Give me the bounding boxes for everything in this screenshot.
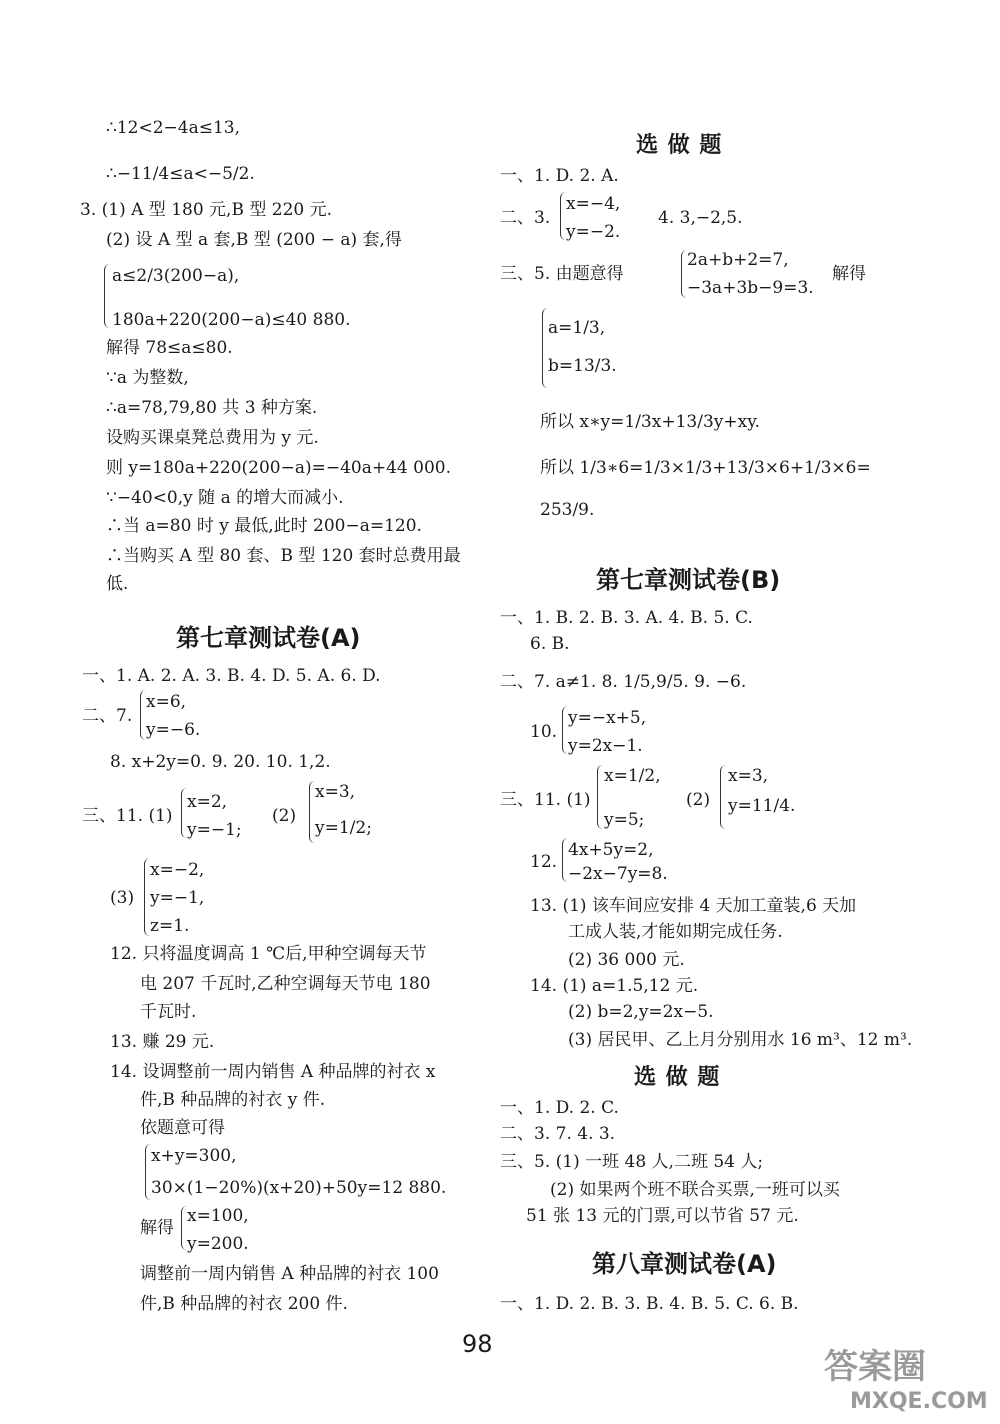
answer-line: y=−1; xyxy=(187,820,242,840)
answer-line: −3a+3b−9=3. xyxy=(687,278,814,298)
answer-line: 件,B 种品牌的衬衣 y 件. xyxy=(140,1090,326,1110)
answer-line: y=11/4. xyxy=(728,796,796,816)
answer-line: 千瓦时. xyxy=(140,1002,197,1022)
answer-line: 12. xyxy=(530,852,558,872)
answer-line: 一、1. D. 2. C. xyxy=(500,1098,619,1118)
answer-line: 电 207 千瓦时,乙种空调每天节电 180 xyxy=(140,974,431,994)
system-brace xyxy=(562,838,569,882)
answer-line: x=−2, xyxy=(150,860,205,880)
answer-line: 则 y=180a+220(200−a)=−40a+44 000. xyxy=(106,458,452,478)
answer-line: 一、1. A. 2. A. 3. B. 4. D. 5. A. 6. D. xyxy=(82,666,381,686)
system-brace xyxy=(681,250,688,298)
system-brace xyxy=(140,690,147,740)
answer-line: 件,B 种品牌的衬衣 200 件. xyxy=(140,1294,348,1314)
watermark-logo xyxy=(820,1338,992,1414)
answer-line: y=200. xyxy=(187,1234,249,1254)
answer-line: 工成人装,才能如期完成任务. xyxy=(568,922,783,942)
system-brace xyxy=(560,192,567,240)
answer-line: 一、1. B. 2. B. 3. A. 4. B. 5. C. xyxy=(500,608,753,628)
answer-line: ∴12<2−4a≤13, xyxy=(106,118,240,138)
system-brace xyxy=(145,1144,152,1200)
answer-line: ∴−11/4≤a<−5/2. xyxy=(106,164,255,184)
answer-line: x=2, xyxy=(187,792,228,812)
answer-line: (2) b=2,y=2x−5. xyxy=(568,1002,714,1022)
answer-line: 低. xyxy=(106,574,129,594)
answer-line: b=13/3. xyxy=(548,356,617,376)
answer-line: 一、1. D. 2. A. xyxy=(500,166,619,186)
answer-line: y=−2. xyxy=(566,222,621,242)
answer-line: y=−x+5, xyxy=(568,708,647,728)
answer-line: 12. 只将温度调高 1 ℃后,甲种空调每天节 xyxy=(110,944,427,964)
answer-line: 三、11. (1) xyxy=(500,790,591,810)
answer-line: 13. 赚 29 元. xyxy=(110,1032,215,1052)
answer-line: 所以 x∗y=1/3x+13/3y+xy. xyxy=(540,412,760,432)
system-brace xyxy=(562,706,569,754)
answer-line: ∴当 a=80 时 y 最低,此时 200−a=120. xyxy=(106,516,422,536)
answer-line: y=2x−1. xyxy=(568,736,643,756)
answer-line: 解得 78≤a≤80. xyxy=(106,338,233,358)
answer-line: z=1. xyxy=(150,916,190,936)
section-heading: 第七章测试卷(A) xyxy=(176,624,361,652)
system-brace xyxy=(597,765,604,829)
watermark-url: MXQE.COM xyxy=(850,1389,988,1414)
answer-line: 依题意可得 xyxy=(140,1118,225,1138)
answer-line: 51 张 13 元的门票,可以节省 57 元. xyxy=(526,1206,799,1226)
system-brace xyxy=(181,788,188,838)
answer-line: ∴当购买 A 型 80 套、B 型 120 套时总费用最 xyxy=(106,546,461,566)
answer-line: 4. 3,−2,5. xyxy=(658,208,743,228)
answer-line: 6. B. xyxy=(530,634,570,654)
system-brace xyxy=(720,765,727,829)
answer-line: 2a+b+2=7, xyxy=(687,250,789,270)
answer-line: x=6, xyxy=(146,692,187,712)
answer-line: y=1/2; xyxy=(315,818,372,838)
answer-line: y=−1, xyxy=(150,888,205,908)
section-heading: 选 做 题 xyxy=(636,132,723,158)
answer-line: 解得 xyxy=(832,264,866,284)
answer-line: ∵a 为整数, xyxy=(106,368,189,388)
answer-line: 二、3. xyxy=(500,208,551,228)
answer-line: (2) 设 A 型 a 套,B 型 (200 − a) 套,得 xyxy=(106,230,402,250)
answer-line: (2) xyxy=(272,806,297,826)
answer-line: (2) 36 000 元. xyxy=(568,950,685,970)
answer-line: x=−4, xyxy=(566,194,621,214)
system-brace xyxy=(104,264,111,328)
answer-line: 4x+5y=2, xyxy=(568,840,654,860)
answer-line: x+y=300, xyxy=(151,1146,237,1166)
answer-line: x=1/2, xyxy=(604,766,661,786)
answer-line: −2x−7y=8. xyxy=(568,864,668,884)
answer-line: 三、11. (1) xyxy=(82,806,173,826)
answer-line: 14. 设调整前一周内销售 A 种品牌的衬衣 x xyxy=(110,1062,436,1082)
answer-line: 253/9. xyxy=(540,500,595,520)
answer-line: 一、1. D. 2. B. 3. B. 4. B. 5. C. 6. B. xyxy=(500,1294,799,1314)
answer-line: (2) 如果两个班不联合买票,一班可以买 xyxy=(550,1180,840,1200)
answer-line: 二、7. a≠1. 8. 1/5,9/5. 9. −6. xyxy=(500,672,747,692)
answer-line: 180a+220(200−a)≤40 880. xyxy=(112,310,351,330)
answer-line: 二、7. xyxy=(82,706,133,726)
answer-line: 14. (1) a=1.5,12 元. xyxy=(530,976,699,996)
answer-line: (3) 居民甲、乙上月分别用水 16 m³、12 m³. xyxy=(568,1030,913,1050)
answer-line: 三、5. (1) 一班 48 人,二班 54 人; xyxy=(500,1152,764,1172)
answer-line: 调整前一周内销售 A 种品牌的衬衣 100 xyxy=(140,1264,439,1284)
answer-line: 8. x+2y=0. 9. 20. 10. 1,2. xyxy=(110,752,331,772)
system-brace xyxy=(309,781,316,843)
answer-line: y=−6. xyxy=(146,720,201,740)
answer-line: ∴a=78,79,80 共 3 种方案. xyxy=(106,398,318,418)
answer-line: 30×(1−20%)(x+20)+50y=12 880. xyxy=(151,1178,447,1198)
section-heading: 第八章测试卷(A) xyxy=(592,1250,777,1278)
answer-line: 10. xyxy=(530,722,558,742)
answer-line: x=3, xyxy=(315,782,356,802)
answer-line: x=3, xyxy=(728,766,769,786)
system-brace xyxy=(181,1206,188,1250)
answer-line: y=5; xyxy=(604,810,645,830)
page-number: 98 xyxy=(462,1330,493,1358)
answer-line: 13. (1) 该车间应安排 4 天加工童装,6 天加 xyxy=(530,896,857,916)
answer-line: 二、3. 7. 4. 3. xyxy=(500,1124,616,1144)
section-heading: 第七章测试卷(B) xyxy=(596,566,781,594)
answer-line: 解得 xyxy=(140,1218,174,1238)
answer-line: x=100, xyxy=(187,1206,249,1226)
section-heading: 选 做 题 xyxy=(634,1064,721,1090)
answer-line: a≤2/3(200−a), xyxy=(112,266,240,286)
answer-line: 所以 1/3∗6=1/3×1/3+13/3×6+1/3×6= xyxy=(540,458,871,478)
answer-line: (2) xyxy=(686,790,711,810)
answer-line: 三、5. 由题意得 xyxy=(500,264,624,284)
system-brace xyxy=(542,308,549,388)
watermark-cn: 答案圈 xyxy=(824,1347,926,1387)
answer-line: ∵−40<0,y 随 a 的增大而减小. xyxy=(106,488,344,508)
answer-line: 3. (1) A 型 180 元,B 型 220 元. xyxy=(80,200,333,220)
answer-line: 设购买课桌凳总费用为 y 元. xyxy=(106,428,319,448)
answer-line: a=1/3, xyxy=(548,318,606,338)
answer-line: (3) xyxy=(110,888,135,908)
system-brace xyxy=(144,858,151,936)
